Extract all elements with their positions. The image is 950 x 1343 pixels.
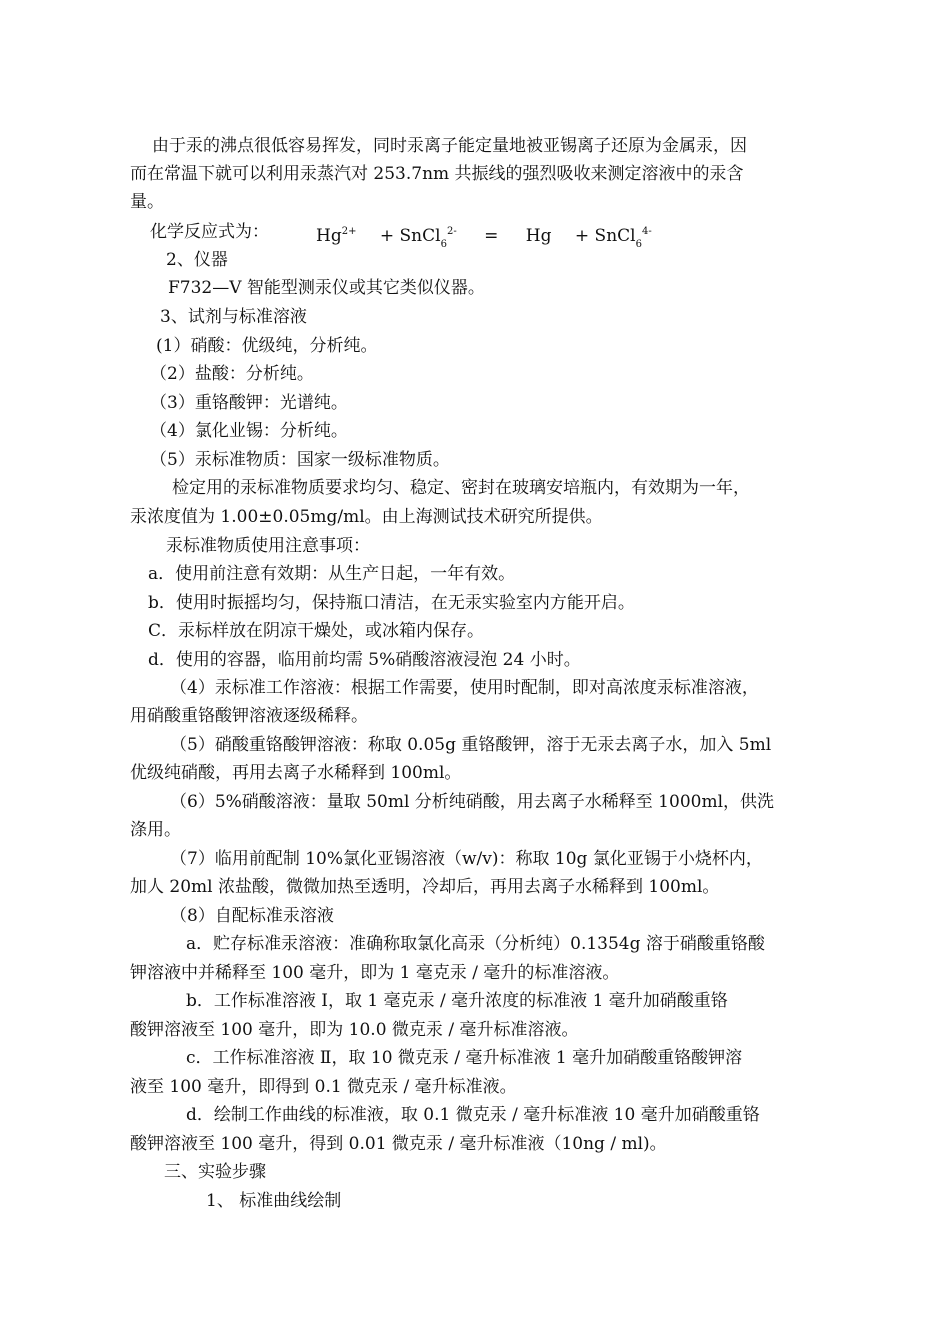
- list-item: （3）重铬酸钾：光谱纯。: [150, 393, 348, 413]
- paragraph-line: 汞标准物质使用注意事项：: [166, 536, 370, 556]
- list-item: a．使用前注意有效期：从生产日起，一年有效。: [148, 564, 516, 584]
- formula-sncl4: SnCl: [399, 226, 441, 246]
- paragraph-line: 量。: [130, 192, 164, 212]
- section-heading: 3、试剂与标准溶液: [160, 307, 307, 327]
- sncl6-charge: 4-: [641, 226, 652, 237]
- hg-charge: 2+: [341, 226, 357, 237]
- list-item: （2）盐酸：分析纯。: [150, 364, 314, 384]
- paragraph-line: （8）自配标准汞溶液: [170, 906, 334, 926]
- paragraph-line: （6）5%硝酸溶液：量取 50ml 分析纯硝酸，用去离子水稀释至 1000ml，供洗: [170, 792, 775, 812]
- plus-sign: +: [574, 226, 590, 246]
- paragraph-line: b．工作标准溶液 Ⅰ，取 1 毫克汞 / 毫升浓度的标准液 1 毫升加硝酸重铬: [186, 991, 728, 1011]
- paragraph-line: 用硝酸重铬酸钾溶液逐级稀释。: [130, 706, 368, 726]
- list-item: d．使用的容器，临用前均需 5%硝酸溶液浸泡 24 小时。: [148, 650, 581, 670]
- paragraph-line: 检定用的汞标准物质要求均匀、稳定、密封在玻璃安培瓶内，有效期为一年，: [172, 478, 750, 498]
- paragraph-line: c．工作标准溶液 Ⅱ，取 10 微克汞 / 毫升标准液 1 毫升加硝酸重铬酸钾溶: [186, 1048, 743, 1068]
- formula-hg: Hg: [316, 226, 342, 246]
- list-item: (1）硝酸：优级纯，分析纯。: [156, 336, 378, 356]
- formula-sncl6: SnCl: [594, 226, 636, 246]
- subsection-heading: 1、 标准曲线绘制: [206, 1191, 342, 1211]
- list-item: （5）汞标准物质：国家一级标准物质。: [150, 450, 450, 470]
- paragraph-line: 涤用。: [130, 820, 181, 840]
- paragraph-line: 优级纯硝酸，再用去离子水稀释到 100ml。: [130, 763, 462, 783]
- paragraph-line: 钾溶液中并稀释至 100 毫升，即为 1 毫克汞 / 毫升的标准溶液。: [130, 963, 620, 983]
- paragraph-line: 酸钾溶液至 100 毫升，即为 10.0 微克汞 / 毫升标准溶液。: [130, 1020, 579, 1040]
- paragraph-line: （7）临用前配制 10%氯化亚锡溶液（w/v)：称取 10g 氯化亚锡于小烧杯内，: [170, 849, 763, 869]
- reaction-label: 化学反应式为：: [150, 222, 269, 242]
- list-item: （4）氯化业锡：分析纯。: [150, 421, 348, 441]
- paragraph-line: d．绘制工作曲线的标准液，取 0.1 微克汞 / 毫升标准液 10 毫升加硝酸重铬: [186, 1105, 760, 1125]
- paragraph-line: （5）硝酸重铬酸钾溶液：称取 0.05g 重铬酸钾，溶于无汞去离子水，加入 5ml: [170, 735, 772, 755]
- plus-sign: +: [379, 226, 395, 246]
- paragraph-line: 由于汞的沸点很低容易挥发，同时汞离子能定量地被亚锡离子还原为金属汞，因: [152, 136, 747, 156]
- equals-sign: =: [484, 226, 499, 246]
- paragraph-line: 液至 100 毫升，即得到 0.1 微克汞 / 毫升标准液。: [130, 1077, 517, 1097]
- paragraph-line: 加人 20ml 浓盐酸，微微加热至透明，冷却后，再用去离子水稀释到 100ml。: [130, 877, 720, 897]
- list-item: C．汞标样放在阴凉干燥处，或冰箱内保存。: [148, 621, 485, 641]
- paragraph-line: 而在常温下就可以利用汞蒸汽对 253.7nm 共振线的强烈吸收来测定溶液中的汞含: [130, 164, 744, 184]
- sncl6-subscript: 6: [635, 239, 642, 250]
- list-item: b．使用时振摇均匀，保持瓶口清洁，在无汞实验室内方能开启。: [148, 593, 635, 613]
- paragraph-line: a．贮存标准汞溶液：准确称取氯化高汞（分析纯）0.1354g 溶于硝酸重铬酸: [186, 934, 765, 954]
- paragraph-line: F732—V 智能型测汞仪或其它类似仪器。: [168, 278, 485, 298]
- paragraph-line: （4）汞标准工作溶液：根据工作需要，使用时配制，即对高浓度汞标准溶液，: [170, 678, 759, 698]
- sncl4-charge: 2-: [446, 226, 457, 237]
- section-heading: 三、实验步骤: [164, 1162, 266, 1182]
- sncl4-subscript: 6: [440, 239, 447, 250]
- formula-hg-metal: Hg: [525, 226, 552, 246]
- section-heading: 2、仪器: [166, 250, 228, 270]
- paragraph-line: 酸钾溶液至 100 毫升，得到 0.01 微克汞 / 毫升标准液（10ng / ml)。: [130, 1134, 667, 1154]
- chemical-equation: [316, 221, 652, 256]
- paragraph-line: 汞浓度值为 1.00±0.05mg/ml。由上海测试技术研究所提供。: [130, 507, 603, 527]
